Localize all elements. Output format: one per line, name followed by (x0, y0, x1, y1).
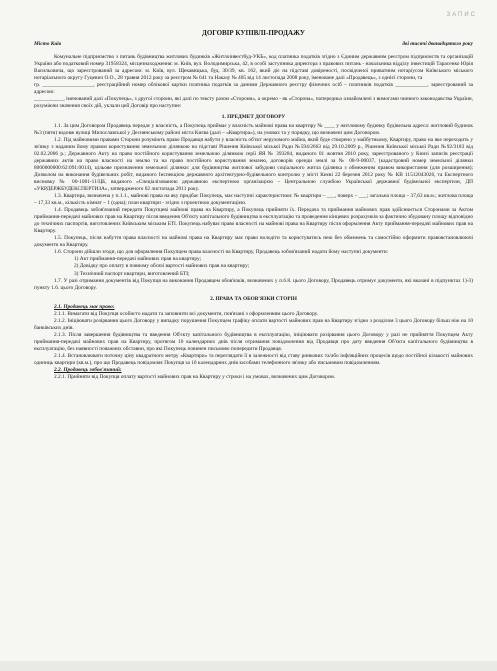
paragraph: 1.4. Продавець зобов'язаний передати Покупцеві майнові права на Квартиру, а Покупець прийняти їх. Передача та приймання майнових прав здійснюється Сторонами за Актом приймання-передачі майнових прав на Квартиру після введення Об'єкту капітального будівництва в експлуатацію та проведення кінцевих розрахунків за фактично збудовану площу відповідно до технічних паспортів, виготовлених Київським міським БТІ. Покупець набуває право власності на майнові права на Квартиру після оформлення Акту приймання-передачі майнових прав на Квартиру. (34, 207, 473, 235)
list-item: 1) Акт приймання-передачі майнових прав на квартиру; (74, 256, 202, 263)
paragraph: Комунальне підприємство з питань будівництва житлових будинків «Житлоінвестбуд-УКБ», код платника податків згідно з Єдиним державним реєстром підприємств та організацій України або податковий номер 31958324, місцезнаходження: м. Київ, вул. Володимирська, 42, в особі заступника директора з правових питань - начальника відділу інвестицій Тарасенко Юрія Васильовича, що зареєстрований за адресою: м. Київ, вул. Щекавицька, буд. 30/39, кв. 162, який діє на підставі довіреності, посвідченої приватним нотаріусом Київського міського нотаріального округу Гуцевич О.О., 28 травня 2012 року за реєстром № 641 та Наказу № 405 від 14 листопада 2008 року, іменоване далі «Продавець», з однієї сторони, та (34, 54, 473, 82)
city-date-row (34, 41, 473, 48)
paragraph: 1.3. Квартира, визначена у п.1.1., майнові права на яку придбає Покупець, має наступні характеристики: № квартири – ___, поверх – ___; загальна площа – 37,63 кв.м.; житлова площа – 17,33 кв.м., кількість кімнат – 1 (одна); план квартири - згідно з проектною документацією. (34, 192, 473, 207)
paragraph: 2.1.1. Вимагати від Покупця особисто надати та заповнити всі документи, пов'язані з оформленням цього Договору. (54, 310, 319, 317)
paragraph: 2.1.3. Після завершення будівництва та введення Об'єкту капітального будівництва в експлуатацію, ініціювати розірвання цього Договору у разі не прийняття Покупцем Акту приймання-передачі майнових прав на Квартиру, протягом 10 календарних днів після отримання повідомлення від Продавця про дату введення Об'єкта капітального будівництва в експлуатацію, без наявності поважних обставин, про які Покупець повинен письмово попередити Продавця. (34, 331, 473, 352)
list-item: 2) Довідку про оплату в повному обсязі вартості майнових прав на квартиру; (74, 263, 250, 270)
paragraph: гр. ___________________, реєстраційний номер облікової картки платника податків за даними Державного реєстру фізичних осіб – платників податків ____________, зареєстрований за адресою: (34, 82, 473, 96)
paragraph: 1.5. Покупець, після набуття права власності на майнові права на Квартиру має право володіти та користуватись нею без обмежень та самостійно оформити правовстановлюючі документи на Квартиру. (34, 235, 473, 249)
paragraph: ___________, іменований далі «Покупець», з другої сторони, які далі по тексту разом «Сторони», а окремо - як «Сторона», попередньо ознайомлені з вимогами чинного законодавства України, розуміючи значення своїх дій, уклали цей Договір про наступне: (34, 96, 473, 110)
paragraph: 1.2. Під майновими правами Сторони розуміють право Продавця набути у власність об'єкт нерухомого майна, який буде створено у майбутньому, Квартиру, право на яке переходить у зв'язку з наданим йому правом користування земельною ділянкою на підставі Рішення Київської міської Ради №594/2663 від 29.10.2009 р., Рішення Київської міської Ради №92/3183 від 02.02.2006 р.; Державного Акту на право постійного користування земельною ділянкою серії ЯЯ № 393284, виданого 01 жовтня 2010 року, зареєстрованого у Книзі записів реєстрації державних актів на право власності на землю та на право постійного користування землею, договорів оренди землі за № 08-9-00037, (кадастровий номер земельної ділянки 8000000000:62:091:0014), цільове призначення земельної ділянки: для будівництва житлової забудови соціального житла (ділянка з обмеженим правом використання (для розширення); Дозволом на виконання будівельних робіт, виданого Інспекцією державного архітектурно-будівельного контролю у місті Києві 22 березня 2012 року № КВ 11512043026, та Експертного висновку № 00-1081-11/ЦБ, виданого «Спеціалізованою державною експертною організацією – Центральною службою Української державної будівельної експертизи, ДП «УКРДЕРЖБУДЕКСПЕРТИЗА», затвердженого 02 листопада 2011 року. (34, 136, 473, 192)
paragraph: 2.2.1. Прийняти від Покупця оплату вартості майнових прав на Квартиру у строки і на умовах, визначених цим Договором. (54, 374, 336, 381)
page-bottom-edge (0, 661, 497, 671)
document-title: ДОГОВІР КУПІВЛІ-ПРОДАЖУ (202, 29, 305, 37)
section-title: 1. ПРЕДМЕТ ДОГОВОРУ (221, 114, 286, 121)
paragraph: 2.1.4. Встановлювати поточну ціну квадратного метру «Квартири» та переглядати її в залежності від ставу ринкових та/або інфляційних процесів щодо постійної кількості майнових одиниць квартири (кв.м.), про що Продавець повідомляє Покупця за 10 календарних днів засобами телефонного зв'язку або письмовим повідомленням. (34, 353, 473, 367)
stamp-text: ЗАПИС (446, 12, 477, 18)
paragraph: 1.7. У разі отримання документів від Покупця на виконання Продавцем обов'язків, визначених у п.6.8. цього Договору, Продавець отримує документи, які вказані в підпунктах 1)-3) пункту 1.6. цього Договору. (34, 277, 473, 291)
section-title: 2. ПРАВА ТА ОБОВ'ЯЗКИ СТОРІН (210, 295, 297, 302)
paragraph: 1.1. За цим Договором Продавець передає у власність, а Покупець приймає у власність майнові права на квартиру № ____ у житловому будинку будівельна адреса: житловий будинок №3 (пяти) вздовж вулиці Милославської у Деснянському районі міста Києва (далі – «Квартира»), на умовах та у порядку, що визначені цим Договором. (34, 122, 473, 136)
date: дві тисячі дванадцятого року (402, 41, 473, 48)
city: Місто Київ (34, 41, 62, 48)
paragraph: 2.2. Продавець зобов'язаний: (54, 367, 122, 374)
paragraph: 2.1.2. Ініціювати розірвання цього Договору у випадку порушення Покупцем графіку оплати вартості майнових прав на Квартиру згідно з розділом 3 цього Договору більш ніж на 10 банківських днів. (34, 317, 473, 331)
list-item: 3) Технічний паспорт квартири, виготовлений БТІ; (74, 270, 190, 277)
paragraph: 1.6. Сторони дійшли згоди, що для оформлення Покупцем права власності на Квартиру, Продавець зобов'язаний надати йому наступні документи: (54, 249, 389, 256)
document-body (34, 54, 473, 381)
paragraph: 2.1. Продавець має право: (54, 303, 115, 310)
